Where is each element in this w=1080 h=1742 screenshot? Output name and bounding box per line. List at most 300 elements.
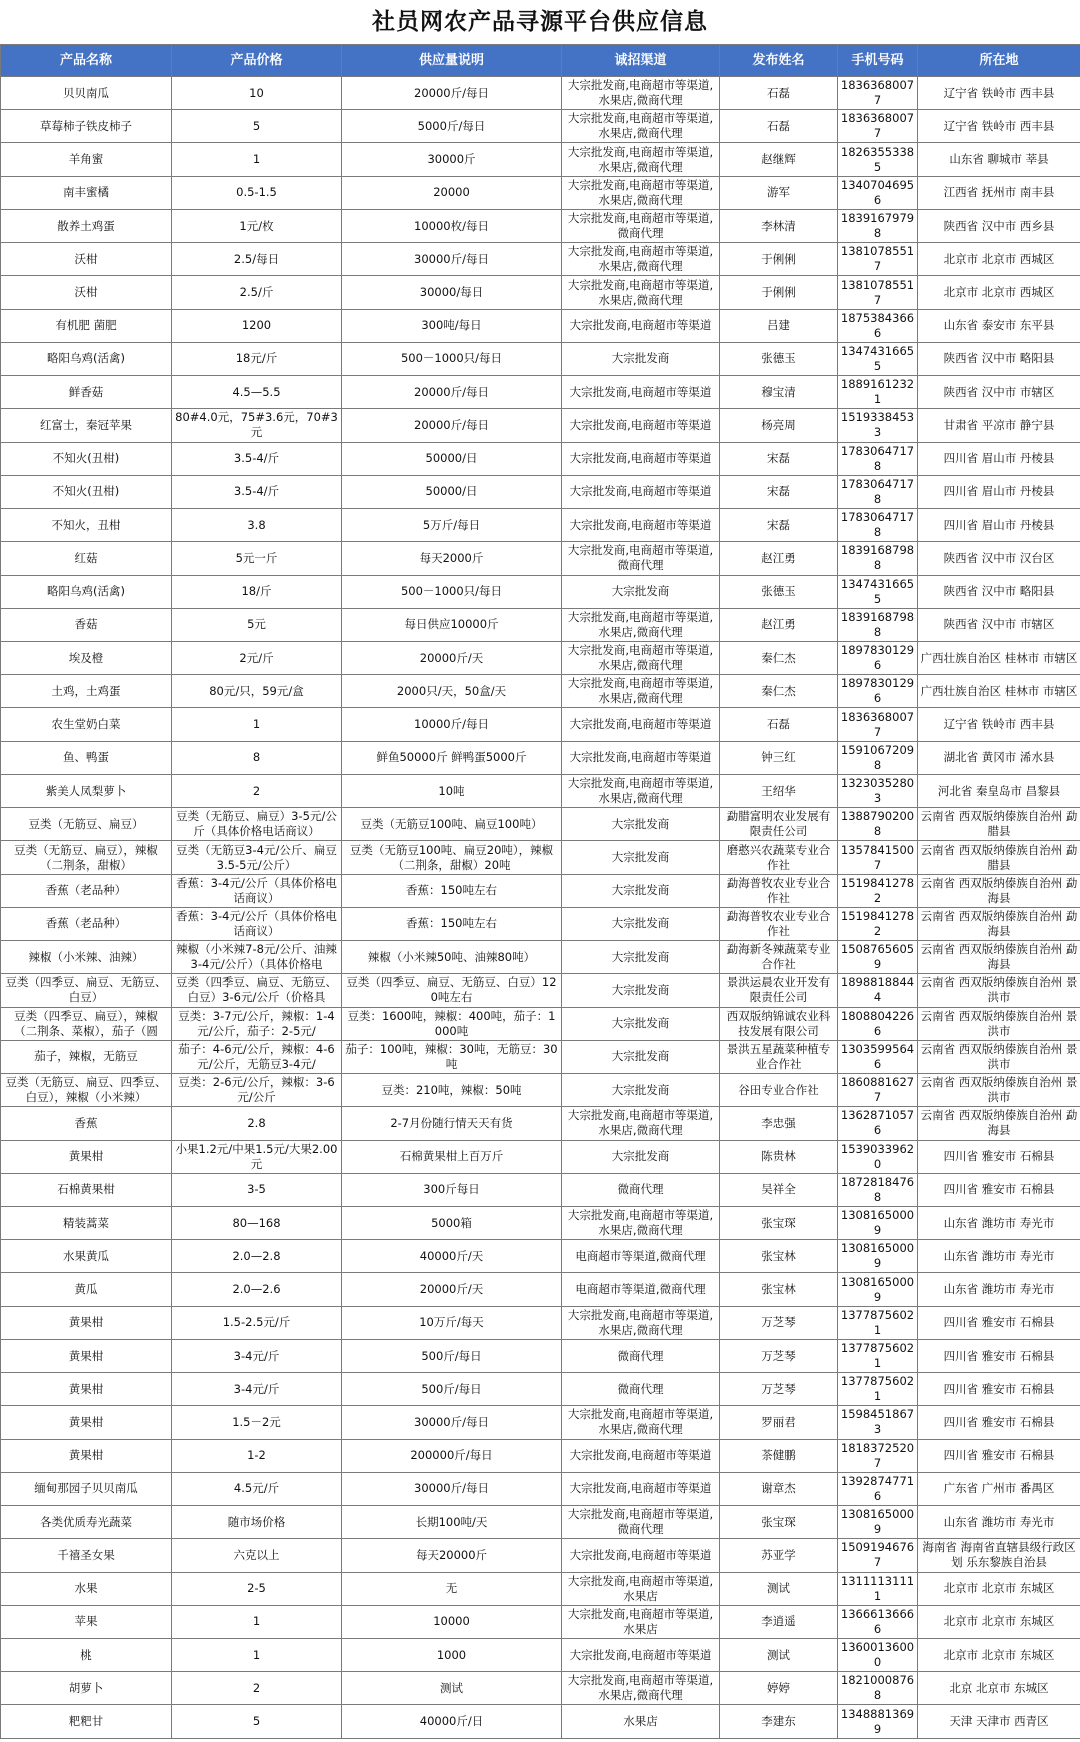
location-cell-text: 广西壮族自治区 桂林市 市辖区: [920, 683, 1078, 698]
publisher-cell: [720, 1639, 838, 1672]
channel-cell: [562, 1273, 720, 1306]
table-row: [1, 1672, 1080, 1705]
publisher-cell: [720, 1074, 838, 1107]
location-cell-text: 海南省 海南省直辖县级行政区划 乐东黎族自治县: [922, 1540, 1076, 1570]
channel-cell: [562, 143, 720, 176]
supply-cell-text: 40000斤/日: [419, 1714, 484, 1729]
channel-cell: [562, 641, 720, 674]
location-cell-text: 山东省 潍坊市 寿光市: [943, 1215, 1055, 1230]
price-cell-text: 5元: [247, 617, 266, 632]
publisher-cell: [720, 1040, 838, 1073]
channel-cell-text: 大宗批发商,电商超市等渠道: [569, 484, 712, 499]
supply-cell: [342, 1439, 562, 1472]
location-cell: [918, 1107, 1080, 1140]
product-name-cell: [1, 1439, 172, 1472]
phone-cell: [838, 309, 918, 342]
phone-cell-text: 18363680077: [840, 78, 915, 108]
location-cell: [918, 1306, 1080, 1339]
phone-cell: [838, 741, 918, 774]
channel-cell-text: 大宗批发商,电商超市等渠道,水果店,微商代理: [567, 1407, 714, 1437]
location-cell: [918, 708, 1080, 741]
publisher-cell-text: 游军: [767, 185, 790, 200]
supply-cell: [342, 1273, 562, 1306]
price-cell: [172, 1406, 342, 1439]
product-name-cell: [1, 1539, 172, 1572]
location-cell-text: 北京 北京市 东城区: [949, 1680, 1049, 1695]
phone-cell: [838, 675, 918, 708]
product-name-cell-text: 水果: [74, 1581, 98, 1596]
supply-cell-text: 300吨/每日: [421, 318, 482, 333]
price-cell: [172, 442, 342, 475]
price-cell: [172, 675, 342, 708]
publisher-cell-text: 赵江勇: [761, 550, 796, 565]
supply-cell-text: 豆类：1600吨，辣椒：400吨，茄子：1000吨: [347, 1008, 556, 1038]
table-row: [1, 442, 1080, 475]
publisher-cell: [720, 110, 838, 143]
channel-cell: [562, 1406, 720, 1439]
supply-cell-text: 豆类（无筋豆100吨、扁豆100吨）: [360, 816, 543, 831]
location-cell-text: 北京市 北京市 西城区: [943, 285, 1055, 300]
channel-cell-text: 大宗批发商,电商超市等渠道,水果店,微商代理: [567, 609, 714, 639]
location-cell: [918, 1639, 1080, 1672]
phone-cell-text: 18728184768: [840, 1174, 915, 1204]
supply-cell: [342, 276, 562, 309]
location-cell: [918, 1206, 1080, 1239]
product-name-cell-text: 黄果柑: [68, 1381, 104, 1396]
price-cell: [172, 1140, 342, 1173]
publisher-cell: [720, 608, 838, 641]
supply-cell: [342, 941, 562, 974]
publisher-cell-text: 勐海普牧农业专业合作社: [726, 908, 831, 938]
supply-cell: [342, 1639, 562, 1672]
phone-cell: [838, 1273, 918, 1306]
product-name-cell-text: 红富士，秦冠苹果: [40, 417, 132, 432]
location-cell-text: 四川省 眉山市 丹棱县: [943, 451, 1055, 466]
price-cell: [172, 209, 342, 242]
channel-cell: [562, 608, 720, 641]
channel-cell: [562, 1672, 720, 1705]
price-cell: [172, 176, 342, 209]
table-row: [1, 1306, 1080, 1339]
supply-cell: [342, 608, 562, 641]
location-cell-text: 陕西省 汉中市 汉台区: [943, 550, 1055, 565]
publisher-cell: [720, 1705, 838, 1738]
col-header-location: 所在地: [918, 45, 1080, 77]
supply-cell-text: 鲜鱼50000斤 鲜鸭蛋5000斤: [376, 750, 527, 765]
phone-cell-text: 13628710576: [840, 1108, 915, 1138]
phone-cell: [838, 1339, 918, 1372]
price-cell: [172, 509, 342, 542]
phone-cell-text: 18391687988: [840, 543, 915, 573]
location-cell-text: 辽宁省 铁岭市 西丰县: [943, 118, 1055, 133]
publisher-cell-text: 石磊: [767, 85, 790, 100]
product-name-cell-text: 黄果柑: [68, 1414, 104, 1429]
table-row: [1, 1140, 1080, 1173]
phone-cell-text: 13578415007: [840, 842, 915, 872]
channel-cell-text: 大宗批发商: [611, 949, 670, 964]
price-cell: [172, 1206, 342, 1239]
supply-cell: [342, 675, 562, 708]
channel-cell: [562, 1439, 720, 1472]
phone-cell: [838, 1140, 918, 1173]
publisher-cell-text: 石磊: [767, 118, 790, 133]
channel-cell-text: 大宗批发商,电商超市等渠道,水果店,微商代理: [567, 277, 714, 307]
channel-cell-text: 大宗批发商,电商超市等渠道: [569, 1448, 712, 1463]
publisher-cell-text: 测试: [767, 1647, 790, 1662]
price-cell: [172, 77, 342, 110]
table-row: [1, 1605, 1080, 1638]
publisher-cell-text: 谷田专业合作社: [738, 1082, 819, 1097]
product-name-cell-text: 农生堂奶白菜: [51, 717, 121, 732]
channel-cell-text: 大宗批发商,电商超市等渠道,水果店,微商代理: [567, 1673, 714, 1703]
phone-cell: [838, 409, 918, 442]
product-name-cell: [1, 774, 172, 807]
publisher-cell: [720, 1572, 838, 1605]
supply-cell: [342, 1605, 562, 1638]
publisher-cell: [720, 243, 838, 276]
publisher-cell: [720, 1273, 838, 1306]
product-name-cell: [1, 1206, 172, 1239]
product-name-cell: [1, 1605, 172, 1638]
location-cell: [918, 110, 1080, 143]
product-name-cell: [1, 542, 172, 575]
location-cell: [918, 1240, 1080, 1273]
publisher-cell: [720, 741, 838, 774]
channel-cell-text: 大宗批发商: [611, 916, 670, 931]
location-cell-text: 四川省 雅安市 石棉县: [943, 1149, 1055, 1164]
publisher-cell-text: 谢章杰: [761, 1481, 796, 1496]
supply-cell: [342, 376, 562, 409]
product-name-cell: [1, 1672, 172, 1705]
phone-cell: [838, 276, 918, 309]
publisher-cell-text: 磨憨兴农蔬菜专业合作社: [726, 842, 831, 872]
phone-cell-text: 15087656059: [840, 942, 915, 972]
channel-cell: [562, 1240, 720, 1273]
table-row: [1, 77, 1080, 110]
price-cell-text: 10: [249, 85, 264, 100]
table-row: [1, 1107, 1080, 1140]
price-cell-text: 0.5-1.5: [236, 185, 277, 200]
price-cell: [172, 1539, 342, 1572]
publisher-cell-text: 杨亮周: [761, 417, 796, 432]
publisher-cell: [720, 575, 838, 608]
phone-cell: [838, 808, 918, 841]
publisher-cell-text: 张德玉: [761, 351, 796, 366]
publisher-cell: [720, 209, 838, 242]
price-cell-text: 3-5: [247, 1182, 266, 1197]
phone-cell: [838, 708, 918, 741]
location-cell: [918, 542, 1080, 575]
phone-cell: [838, 1472, 918, 1505]
publisher-cell: [720, 442, 838, 475]
price-cell: [172, 276, 342, 309]
channel-cell-text: 水果店: [623, 1714, 658, 1729]
supply-cell-text: 豆类（无筋豆100吨、扁豆20吨），辣椒（二荆条，甜椒）20吨: [349, 842, 554, 872]
phone-cell-text: 13666136666: [840, 1606, 915, 1636]
publisher-cell: [720, 1306, 838, 1339]
product-name-cell-text: 散养土鸡蛋: [57, 218, 115, 233]
supply-cell-text: 测试: [440, 1680, 463, 1695]
supply-cell-text: 10000枚/每日: [414, 218, 489, 233]
channel-cell-text: 大宗批发商: [611, 850, 670, 864]
col-header-price: 产品价格: [172, 45, 342, 77]
price-cell-text: 3.5-4/斤: [233, 484, 280, 499]
supply-cell: [342, 641, 562, 674]
supply-cell: [342, 1472, 562, 1505]
publisher-cell-text: 吕建: [767, 318, 790, 333]
product-name-cell: [1, 741, 172, 774]
supply-cell-text: 30000斤: [427, 152, 476, 167]
product-name-cell-text: 黄果柑: [68, 1348, 104, 1363]
publisher-cell-text: 李建东: [761, 1714, 796, 1729]
product-name-cell-text: 香蕉: [74, 1115, 98, 1130]
table-row: [1, 1273, 1080, 1306]
supply-cell-text: 20000: [433, 185, 470, 200]
product-name-cell: [1, 342, 172, 375]
price-cell-text: 豆类（无筋豆、扁豆）3-5元/公斤（具体价格电话商议）: [176, 809, 337, 839]
channel-cell-text: 大宗批发商,电商超市等渠道,水果店,微商代理: [567, 1208, 714, 1238]
supply-cell-text: 30000/每日: [419, 285, 484, 300]
publisher-cell: [720, 77, 838, 110]
phone-cell-text: 13035995646: [840, 1041, 915, 1071]
price-cell: [172, 1040, 342, 1073]
location-cell-text: 陕西省 汉中市 西乡县: [943, 218, 1055, 233]
table-row: [1, 1705, 1080, 1738]
product-name-cell: [1, 77, 172, 110]
supply-cell-text: 豆类：210吨，辣椒：50吨: [381, 1082, 522, 1097]
location-cell: [918, 941, 1080, 974]
channel-cell: [562, 1605, 720, 1638]
page-title: 社员网农产品寻源平台供应信息: [372, 8, 708, 35]
channel-cell: [562, 1206, 720, 1239]
supply-cell: [342, 1373, 562, 1406]
price-cell: [172, 475, 342, 508]
location-cell-text: 四川省 雅安市 石棉县: [943, 1381, 1055, 1396]
price-cell: [172, 1306, 342, 1339]
supply-cell: [342, 243, 562, 276]
publisher-cell: [720, 509, 838, 542]
price-cell: [172, 342, 342, 375]
location-cell: [918, 841, 1080, 874]
phone-cell-text: 13778756021: [840, 1341, 915, 1371]
channel-cell: [562, 243, 720, 276]
table-row: [1, 1506, 1080, 1539]
table-row: [1, 309, 1080, 342]
channel-cell-text: 大宗批发商,电商超市等渠道,微商代理: [567, 1507, 714, 1537]
phone-cell: [838, 243, 918, 276]
phone-cell: [838, 475, 918, 508]
location-cell-text: 陕西省 汉中市 市辖区: [943, 617, 1055, 632]
publisher-cell-text: 万芝琴: [761, 1315, 796, 1330]
channel-cell-text: 大宗批发商,电商超市等渠道: [569, 717, 712, 732]
publisher-cell-text: 景洪运晨农业开发有限责任公司: [726, 975, 831, 1005]
supply-cell-text: 10000: [433, 1614, 470, 1629]
table-row: [1, 1173, 1080, 1206]
publisher-cell: [720, 1506, 838, 1539]
publisher-cell: [720, 874, 838, 907]
supply-cell: [342, 1206, 562, 1239]
product-name-cell-text: 桃: [80, 1647, 92, 1662]
product-name-cell: [1, 708, 172, 741]
publisher-cell: [720, 276, 838, 309]
channel-cell: [562, 1472, 720, 1505]
price-cell-text: 1200: [241, 318, 272, 333]
location-cell-text: 云南省 西双版纳傣族自治州 勐海县: [920, 1108, 1078, 1138]
supply-cell-text: 1000: [436, 1647, 467, 1662]
col-header-supply: 供应量说明: [342, 45, 562, 77]
supply-cell-text: 500斤/每日: [421, 1348, 482, 1363]
price-cell-text: 80—168: [232, 1215, 281, 1230]
table-row: [1, 808, 1080, 841]
table-row: [1, 342, 1080, 375]
product-name-cell-text: 鲜香菇: [68, 384, 104, 399]
channel-cell: [562, 841, 720, 874]
supply-cell: [342, 1572, 562, 1605]
publisher-cell-text: 勐海普牧农业专业合作社: [726, 875, 831, 905]
channel-cell-text: 大宗批发商,电商超市等渠道,微商代理: [567, 543, 714, 573]
price-cell: [172, 741, 342, 774]
product-name-cell-text: 草莓柿子铁皮柿子: [40, 118, 132, 133]
location-cell-text: 山东省 聊城市 莘县: [949, 152, 1049, 167]
product-name-cell: [1, 442, 172, 475]
price-cell-text: 3-4元/斤: [233, 1348, 280, 1363]
publisher-cell-text: 罗丽君: [761, 1414, 796, 1429]
location-cell-text: 甘肃省 平凉市 静宁县: [943, 417, 1055, 432]
table-row: [1, 1007, 1080, 1040]
channel-cell-text: 大宗批发商: [611, 883, 670, 898]
location-cell: [918, 475, 1080, 508]
price-cell: [172, 974, 342, 1007]
product-name-cell: [1, 1506, 172, 1539]
price-cell-text: 18元/斤: [235, 351, 278, 366]
location-cell: [918, 1040, 1080, 1073]
product-name-cell-text: 红菇: [74, 550, 98, 565]
supply-cell: [342, 1539, 562, 1572]
price-cell: [172, 1339, 342, 1372]
location-cell: [918, 509, 1080, 542]
publisher-cell: [720, 974, 838, 1007]
price-cell-text: 2.8: [247, 1115, 266, 1130]
publisher-cell-text: 宋磊: [767, 451, 790, 466]
phone-cell: [838, 1605, 918, 1638]
location-cell: [918, 641, 1080, 674]
supply-cell-text: 10000斤/每日: [414, 717, 489, 732]
channel-cell-text: 大宗批发商,电商超市等渠道: [569, 517, 712, 532]
channel-cell-text: 大宗批发商,电商超市等渠道,水果店,微商代理: [567, 244, 714, 274]
publisher-cell: [720, 708, 838, 741]
supply-table: [0, 44, 1080, 1739]
location-cell-text: 北京市 北京市 东城区: [943, 1614, 1055, 1629]
supply-cell: [342, 708, 562, 741]
channel-cell: [562, 276, 720, 309]
supply-cell-text: 500斤/每日: [421, 1381, 482, 1396]
product-name-cell-text: 各类优质寿光蔬菜: [40, 1514, 132, 1529]
product-name-cell-text: 鱼、鸭蛋: [63, 750, 109, 765]
channel-cell-text: 大宗批发商,电商超市等渠道: [569, 1647, 712, 1662]
supply-cell: [342, 475, 562, 508]
supply-cell: [342, 1074, 562, 1107]
publisher-cell: [720, 542, 838, 575]
publisher-cell: [720, 774, 838, 807]
phone-cell: [838, 376, 918, 409]
price-cell-text: 1-2: [247, 1448, 266, 1463]
product-name-cell-text: 千禧圣女果: [57, 1547, 115, 1562]
price-cell: [172, 808, 342, 841]
phone-cell: [838, 1406, 918, 1439]
product-name-cell: [1, 110, 172, 143]
location-cell: [918, 342, 1080, 375]
phone-cell-text: 13230352803: [840, 776, 915, 806]
phone-cell: [838, 1572, 918, 1605]
product-name-cell-text: 羊角蜜: [68, 152, 104, 167]
location-cell-text: 陕西省 汉中市 略阳县: [943, 351, 1055, 366]
phone-cell-text: 18088042266: [840, 1008, 915, 1038]
price-cell: [172, 575, 342, 608]
location-cell-text: 江西省 抚州市 南丰县: [943, 185, 1055, 200]
price-cell-text: 4.5—5.5: [232, 384, 281, 399]
publisher-cell-text: 秦仁杰: [761, 683, 796, 698]
price-cell-text: 2: [252, 783, 261, 798]
supply-cell-text: 30000斤/每日: [414, 1481, 489, 1496]
product-name-cell-text: 胡萝卜: [68, 1680, 104, 1695]
channel-cell-text: 大宗批发商,电商超市等渠道,微商代理: [567, 211, 714, 241]
price-cell: [172, 1007, 342, 1040]
price-cell-text: 3-4元/斤: [233, 1381, 280, 1396]
location-cell: [918, 1007, 1080, 1040]
channel-cell: [562, 376, 720, 409]
price-cell-text: 辣椒（小米辣7-8元/公斤、油辣3-4元/公斤）（具体价格电: [176, 942, 337, 972]
product-name-cell-text: 南丰蜜橘: [63, 185, 109, 200]
product-name-cell: [1, 907, 172, 940]
phone-cell-text: 18363680077: [840, 709, 915, 739]
publisher-cell-text: 于俐俐: [761, 285, 796, 300]
phone-cell-text: 13778756021: [840, 1307, 915, 1337]
publisher-cell-text: 婷婷: [767, 1680, 790, 1695]
table-row: [1, 575, 1080, 608]
supply-cell-text: 石棉黄果柑上百万斤: [399, 1149, 504, 1164]
price-cell-text: 4.5元/斤: [233, 1481, 280, 1496]
publisher-cell-text: 王绍华: [761, 783, 796, 798]
supply-cell-text: 香蕉：150吨左右: [406, 883, 497, 898]
publisher-cell: [720, 309, 838, 342]
supply-cell-text: 30000斤/每日: [414, 1414, 489, 1429]
supply-cell: [342, 1406, 562, 1439]
publisher-cell: [720, 1672, 838, 1705]
price-cell: [172, 1107, 342, 1140]
channel-cell-text: 大宗批发商,电商超市等渠道,水果店,微商代理: [567, 177, 714, 207]
price-cell-text: 豆类（无筋豆3-4元/公斤、扁豆3.5-5元/公斤）: [176, 842, 337, 872]
product-name-cell: [1, 1339, 172, 1372]
table-row: [1, 1472, 1080, 1505]
table-row: [1, 708, 1080, 741]
location-cell-text: 湖北省 黄冈市 浠水县: [943, 750, 1055, 765]
supply-cell-text: 20000斤/每日: [414, 384, 489, 399]
product-name-cell-text: 紫美人凤梨萝卜: [45, 783, 127, 798]
channel-cell-text: 微商代理: [617, 1348, 664, 1363]
channel-cell-text: 电商超市等渠道,微商代理: [575, 1248, 706, 1263]
phone-cell-text: 18978301296: [840, 676, 915, 706]
publisher-cell-text: 张宝琛: [761, 1215, 796, 1230]
supply-cell: [342, 509, 562, 542]
product-name-cell-text: 豆类（无筋豆、扁豆），辣椒（二荆条，甜椒）: [14, 842, 158, 872]
table-row: [1, 1539, 1080, 1572]
table-row: [1, 243, 1080, 276]
supply-cell-text: 10万斤/每天: [419, 1315, 484, 1330]
product-name-cell-text: 有机肥 菌肥: [55, 318, 117, 333]
publisher-cell-text: 茶健鹏: [761, 1448, 796, 1463]
product-name-cell-text: 石棉黄果柑: [57, 1182, 115, 1197]
phone-cell-text: 18391679798: [840, 211, 915, 241]
